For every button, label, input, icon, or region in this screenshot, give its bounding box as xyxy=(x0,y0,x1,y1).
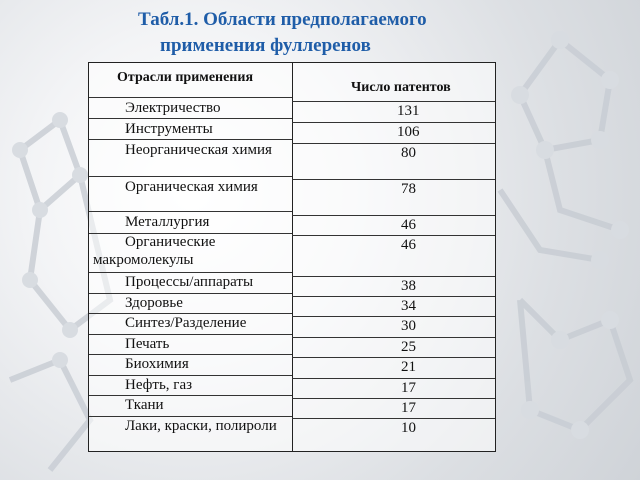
area-cell: Здоровье xyxy=(125,295,183,311)
row-line xyxy=(89,375,292,376)
header-area: Отрасли применения xyxy=(117,70,254,85)
patents-table xyxy=(88,62,496,452)
row-line xyxy=(292,357,495,358)
row-line xyxy=(292,179,495,180)
area-cell: Органическая химия xyxy=(125,179,258,195)
row-line xyxy=(292,235,495,236)
row-line xyxy=(292,337,495,338)
row-line xyxy=(292,316,495,317)
patents-cell: 46 xyxy=(401,217,416,233)
title-line-1: Табл.1. Области предполагаемого xyxy=(138,9,427,30)
patents-cell: 21 xyxy=(401,359,416,375)
row-line xyxy=(89,334,292,335)
area-cell: Металлургия xyxy=(125,214,210,230)
area-cell: Лаки, краски, полироли xyxy=(125,418,277,434)
patents-cell: 34 xyxy=(401,298,416,314)
patents-cell: 30 xyxy=(401,318,416,334)
row-line xyxy=(89,354,292,355)
row-line xyxy=(89,313,292,314)
row-line xyxy=(292,122,495,123)
row-line xyxy=(292,276,495,277)
patents-cell: 25 xyxy=(401,339,416,355)
row-line xyxy=(89,416,292,417)
area-cell: Электричество xyxy=(125,100,221,116)
area-cell: Органические xyxy=(125,234,216,250)
row-line xyxy=(292,143,495,144)
area-cell: Биохимия xyxy=(125,356,189,372)
row-line xyxy=(292,378,495,379)
row-line xyxy=(292,418,495,419)
row-line xyxy=(89,211,292,212)
row-line xyxy=(292,101,495,102)
patents-cell: 10 xyxy=(401,420,416,436)
row-line xyxy=(89,395,292,396)
area-cell: Нефть, газ xyxy=(125,377,193,393)
row-line xyxy=(89,293,292,294)
area-cell: Процессы/аппараты xyxy=(125,274,254,290)
patents-cell: 38 xyxy=(401,278,416,294)
patents-cell: 80 xyxy=(401,145,416,161)
row-line xyxy=(89,176,292,177)
patents-cell: 17 xyxy=(401,380,416,396)
area-cell: Инструменты xyxy=(125,121,213,137)
patents-cell: 17 xyxy=(401,400,416,416)
patents-cell: 131 xyxy=(397,103,420,119)
row-line xyxy=(89,139,292,140)
patents-cell: 46 xyxy=(401,237,416,253)
row-line xyxy=(89,97,292,98)
row-line xyxy=(292,296,495,297)
title-line-2: применения фуллеренов xyxy=(160,35,371,56)
area-cell: Печать xyxy=(125,336,170,352)
header-patents: Число патентов xyxy=(351,80,451,95)
area-cell: Неорганическая химия xyxy=(125,142,272,158)
patents-cell: 78 xyxy=(401,181,416,197)
row-line xyxy=(89,118,292,119)
patents-cell: 106 xyxy=(397,124,420,140)
area-cell: макромолекулы xyxy=(93,252,194,268)
area-cell: Ткани xyxy=(125,397,164,413)
row-line xyxy=(292,398,495,399)
row-line xyxy=(292,215,495,216)
area-cell: Синтез/Разделение xyxy=(125,315,247,331)
row-line xyxy=(89,272,292,273)
